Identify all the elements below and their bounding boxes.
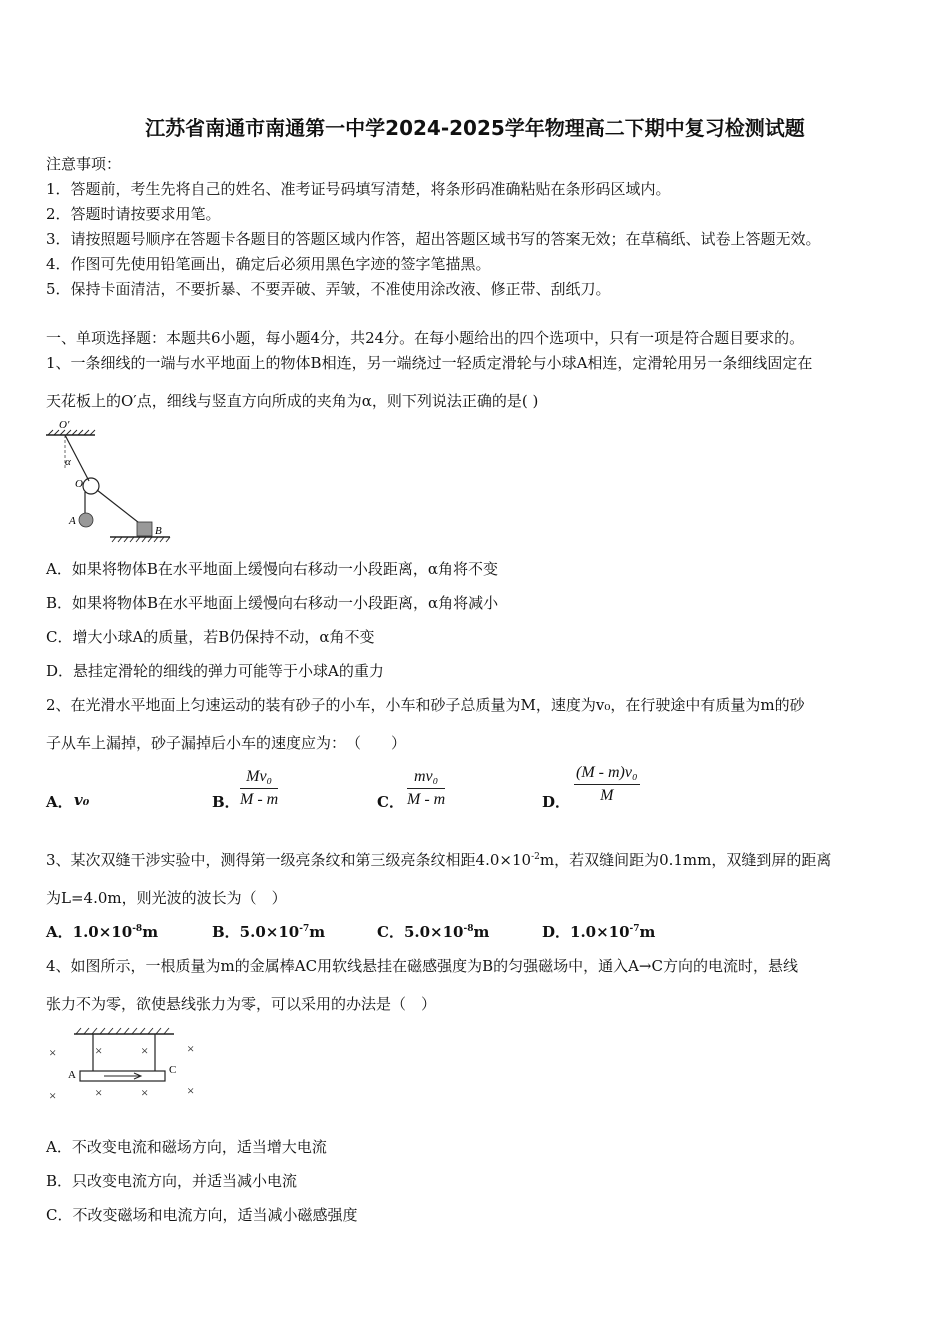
- notice-item: 1．答题前，考生先将自己的姓名、准考证号码填写清楚，将条形码准确粘贴在条形码区域内。: [46, 180, 671, 198]
- fraction-numerator: Mv₀: [240, 768, 278, 789]
- q3-option-c: [377, 921, 489, 942]
- q3-stem-line1: [46, 849, 831, 870]
- field-cross: ×: [141, 1085, 149, 1100]
- fraction-denominator: M - m: [407, 791, 446, 808]
- notice-item: 2．答题时请按要求用笔。: [46, 205, 221, 223]
- q2-option-a-label: A．: [46, 793, 73, 811]
- label-a: A: [68, 1069, 76, 1081]
- fraction-denominator: M: [600, 787, 614, 804]
- q1-stem-line1: 1、一条细线的一端与水平地面上的物体B相连，另一端绕过一轻质定滑轮与小球A相连，定滑轮用另一条细线固定在: [46, 354, 813, 372]
- q4-option-a: A．不改变电流和磁场方向，适当增大电流: [46, 1138, 327, 1156]
- notice-item: 4．作图可先使用铅笔画出，确定后必须用黑色字迹的签字笔描黑。: [46, 255, 491, 273]
- q4-stem-line2: 张力不为零，欲使悬线张力为零，可以采用的办法是（ ）: [46, 995, 437, 1013]
- option-value: C．5.0×10: [377, 923, 464, 941]
- option-value: D．1.0×10: [542, 923, 630, 941]
- q3-option-a: [46, 921, 158, 942]
- label-c: C: [169, 1064, 177, 1076]
- option-unit: m: [639, 923, 656, 941]
- q1-pulley-figure: [40, 416, 180, 544]
- field-cross: ×: [187, 1041, 195, 1056]
- q4-magnetic-field-figure: [44, 1024, 214, 1106]
- option-exponent: -7: [299, 924, 310, 934]
- notice-item: 5．保持卡面清洁，不要折暴、不要弄破、弄皱，不准使用涂改液、修正带、刮纸刀。: [46, 280, 611, 298]
- q3-text-a: 3、某次双缝干涉实验中，测得第一级亮条纹和第三级亮条纹相距4.0×10: [46, 851, 532, 869]
- option-exponent: -7: [629, 924, 640, 934]
- label-a: A: [69, 515, 76, 527]
- option-exponent: -8: [132, 924, 143, 934]
- option-unit: m: [142, 923, 159, 941]
- q1-option-d: D．悬挂定滑轮的细线的弹力可能等于小球A的重力: [46, 662, 384, 680]
- q1-option-b: B．如果将物体B在水平地面上缓慢向右移动一小段距离，α角将减小: [46, 594, 499, 612]
- notice-heading: 注意事项：: [46, 155, 122, 173]
- label-b: B: [155, 525, 162, 537]
- option-unit: m: [473, 923, 490, 941]
- q2-option-d-fraction: [574, 764, 640, 805]
- q3-option-b: [212, 921, 325, 942]
- q2-option-b-label: B．: [212, 793, 240, 811]
- field-cross: ×: [187, 1083, 195, 1098]
- page-title: 江苏省南通市南通第一中学2024-2025学年物理高二下期中复习检测试题: [145, 116, 805, 140]
- q2-stem-line1: 2、在光滑水平地面上匀速运动的装有砂子的小车，小车和砂子总质量为M，速度为v₀，在行驶途中有质量为m的砂: [46, 696, 805, 714]
- q4-stem-line1: 4、如图所示，一根质量为m的金属棒AC用软线悬挂在磁感强度为B的匀强磁场中，通入A→C方向的电流时，悬线: [46, 957, 798, 975]
- q2-option-a-value: v₀: [74, 791, 90, 809]
- fraction-numerator: mv₀: [407, 768, 445, 789]
- field-cross: ×: [49, 1088, 57, 1103]
- section-heading: 一、单项选择题：本题共6小题，每小题4分，共24分。在每小题给出的四个选项中，只有一项是符合题目要求的。: [46, 329, 805, 347]
- option-value: B．5.0×10: [212, 923, 300, 941]
- field-cross: ×: [95, 1085, 103, 1100]
- notice-item: 3．请按照题号顺序在答题卡各题目的答题区域内作答，超出答题区域书写的答案无效；在草稿纸、试卷上答题无效。: [46, 230, 821, 248]
- q2-option-c-label: C．: [377, 793, 404, 811]
- q4-option-b: B．只改变电流方向，并适当减小电流: [46, 1172, 298, 1190]
- q2-option-c-fraction: [407, 768, 445, 809]
- field-cross: ×: [49, 1045, 57, 1060]
- q3-exponent: -2: [531, 852, 540, 862]
- label-o: O: [75, 478, 83, 490]
- fraction-denominator: M - m: [240, 791, 279, 808]
- q2-stem-line2: 子从车上漏掉，砂子漏掉后小车的速度应为： （ ）: [46, 734, 407, 752]
- field-cross: ×: [95, 1043, 103, 1058]
- q3-text-b: m，若双缝间距为0.1mm，双缝到屏的距离: [539, 851, 832, 869]
- q1-option-a: A．如果将物体B在水平地面上缓慢向右移动一小段距离，α角将不变: [46, 560, 498, 578]
- q1-stem-line2: 天花板上的O′点，细线与竖直方向所成的夹角为α，则下列说法正确的是( ): [46, 392, 539, 410]
- field-cross: ×: [141, 1043, 149, 1058]
- q3-option-d: [542, 921, 655, 942]
- q4-option-c: C．不改变磁场和电流方向，适当减小磁感强度: [46, 1206, 358, 1224]
- q3-stem-line2: 为L=4.0m，则光波的波长为（ ）: [46, 889, 287, 907]
- q2-option-d-label: D．: [542, 793, 571, 811]
- ball-a: [79, 513, 93, 527]
- block-b: [137, 522, 152, 536]
- option-unit: m: [309, 923, 326, 941]
- label-o-prime: O′: [59, 419, 70, 431]
- fraction-numerator: (M - m)v₀: [574, 764, 640, 785]
- q2-option-b-fraction: [240, 768, 278, 809]
- label-alpha: α: [65, 456, 71, 468]
- option-exponent: -8: [463, 924, 474, 934]
- q1-option-c: C．增大小球A的质量，若B仍保持不动，α角不变: [46, 628, 375, 646]
- option-value: A．1.0×10: [46, 923, 133, 941]
